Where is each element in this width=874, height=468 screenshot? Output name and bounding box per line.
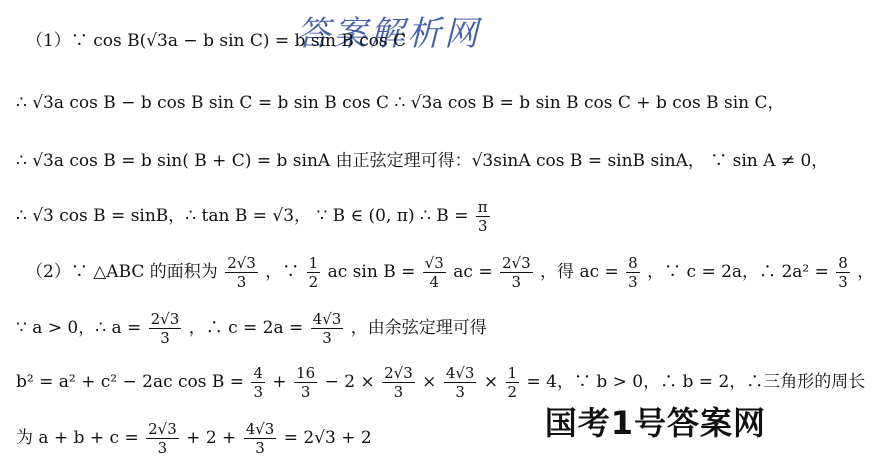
fraction-numerator: 2√3 xyxy=(384,364,413,382)
line-8-text-b: + 2 + xyxy=(186,428,237,448)
fraction-numerator: 8 xyxy=(628,254,638,272)
fraction xyxy=(500,254,533,291)
fraction-denominator: 3 xyxy=(160,329,170,347)
line-7-text-f: = 4，∵ b > 0，∴ b = 2，∴三角形的周长 xyxy=(526,372,866,392)
solution-line-3 xyxy=(16,150,828,172)
fraction xyxy=(423,254,446,291)
line-5-text-g: ， xyxy=(857,262,874,282)
fraction-denominator: 3 xyxy=(838,273,848,291)
fraction-numerator: 8 xyxy=(838,254,848,272)
fraction-numerator: 2√3 xyxy=(501,254,531,272)
line-1-text: （1）∵ cos B(√3a − b sin C) = b sin B cos C xyxy=(26,31,407,51)
fraction xyxy=(311,310,344,347)
fraction xyxy=(225,254,258,291)
solution-line-4 xyxy=(16,198,492,235)
fraction-denominator: 2 xyxy=(507,383,518,401)
line-3-text: ∴ √3a cos B = b sin( B + C) = b sinA 由正弦定理可得：√3sinA cos B = sinB sinA， ∵ sin A ≠ 0， xyxy=(16,151,829,171)
watermark-top: 答案解析网 xyxy=(296,14,481,54)
line-6-text-c: ，由余弦定理可得 xyxy=(350,318,487,338)
solution-line-2 xyxy=(16,92,785,114)
line-5-text-c: ac sin B = xyxy=(327,262,416,282)
line-6-text-a: ∵ a > 0，∴ a = xyxy=(16,318,142,338)
line-4-text: ∴ √3 cos B = sinB，∴ tan B = √3， ∵ B ∈ (0, π) ∴ B = xyxy=(16,206,469,226)
line-7-text-a: b² = a² + c² − 2ac cos B = xyxy=(16,372,245,392)
line-5-text-f: ，∵ c = 2a，∴ 2a² = xyxy=(647,262,829,282)
fraction xyxy=(836,254,850,291)
fraction-numerator: 2√3 xyxy=(148,420,177,438)
fraction-numerator: 1 xyxy=(308,254,319,272)
fraction xyxy=(444,364,477,401)
fraction-denominator: 3 xyxy=(628,273,638,291)
fraction-numerator: 4√3 xyxy=(312,310,342,328)
fraction-denominator: 3 xyxy=(300,383,311,401)
line-7-text-e: × xyxy=(483,372,499,392)
fraction-denominator: 3 xyxy=(511,273,522,291)
fraction-denominator: 3 xyxy=(255,439,265,457)
solution-line-1 xyxy=(26,30,406,52)
line-7-text-c: − 2 × xyxy=(324,372,375,392)
solution-line-5 xyxy=(26,254,874,291)
fraction-numerator: 2√3 xyxy=(150,310,180,328)
solution-line-7 xyxy=(16,364,865,401)
fraction-denominator: 3 xyxy=(455,383,465,401)
line-5-text-a: （2）∵ △ABC 的面积为 xyxy=(26,262,218,282)
fraction xyxy=(149,310,182,347)
fraction-numerator: 1 xyxy=(507,364,518,382)
fraction xyxy=(506,364,520,401)
fraction-denominator: 3 xyxy=(236,273,247,291)
solution-line-6 xyxy=(16,310,487,347)
fraction-numerator: √3 xyxy=(424,254,444,272)
fraction-numerator: π xyxy=(477,198,488,216)
line-7-text-b: + xyxy=(272,372,287,392)
fraction-denominator: 2 xyxy=(308,273,319,291)
line-2-text: ∴ √3a cos B − b cos B sin C = b sin B cos C ∴ √3a cos B = b sin B cos C + b cos B sin C， xyxy=(16,93,785,113)
fraction-denominator: 4 xyxy=(429,273,440,291)
watermark-bottom: 国考1号答案网 xyxy=(544,404,766,442)
line-5-text-e: ，得 ac = xyxy=(540,262,619,282)
fraction-denominator: 3 xyxy=(477,217,488,235)
fraction xyxy=(251,364,265,401)
fraction-denominator: 3 xyxy=(322,329,332,347)
fraction-denominator: 3 xyxy=(157,439,168,457)
line-8-text-a: 为 a + b + c = xyxy=(16,428,139,448)
fraction-pi-over-3 xyxy=(476,198,490,235)
fraction-denominator: 3 xyxy=(393,383,404,401)
fraction-denominator: 3 xyxy=(253,383,263,401)
line-5-text-d: ac = xyxy=(453,262,493,282)
line-8-text-c: = 2√3 + 2 xyxy=(283,428,372,448)
fraction xyxy=(146,420,179,457)
fraction xyxy=(626,254,640,291)
fraction-numerator: 4 xyxy=(253,364,263,382)
fraction-numerator: 4√3 xyxy=(445,364,475,382)
fraction xyxy=(307,254,321,291)
line-6-text-b: ，∴ c = 2a = xyxy=(188,318,304,338)
line-5-text-b: ，∵ xyxy=(265,262,300,282)
solution-line-8 xyxy=(16,420,372,457)
fraction xyxy=(294,364,317,401)
fraction xyxy=(244,420,277,457)
fraction-numerator: 4√3 xyxy=(245,420,275,438)
fraction xyxy=(382,364,415,401)
fraction-numerator: 16 xyxy=(296,364,316,382)
fraction-numerator: 2√3 xyxy=(227,254,256,272)
line-7-text-d: × xyxy=(422,372,437,392)
